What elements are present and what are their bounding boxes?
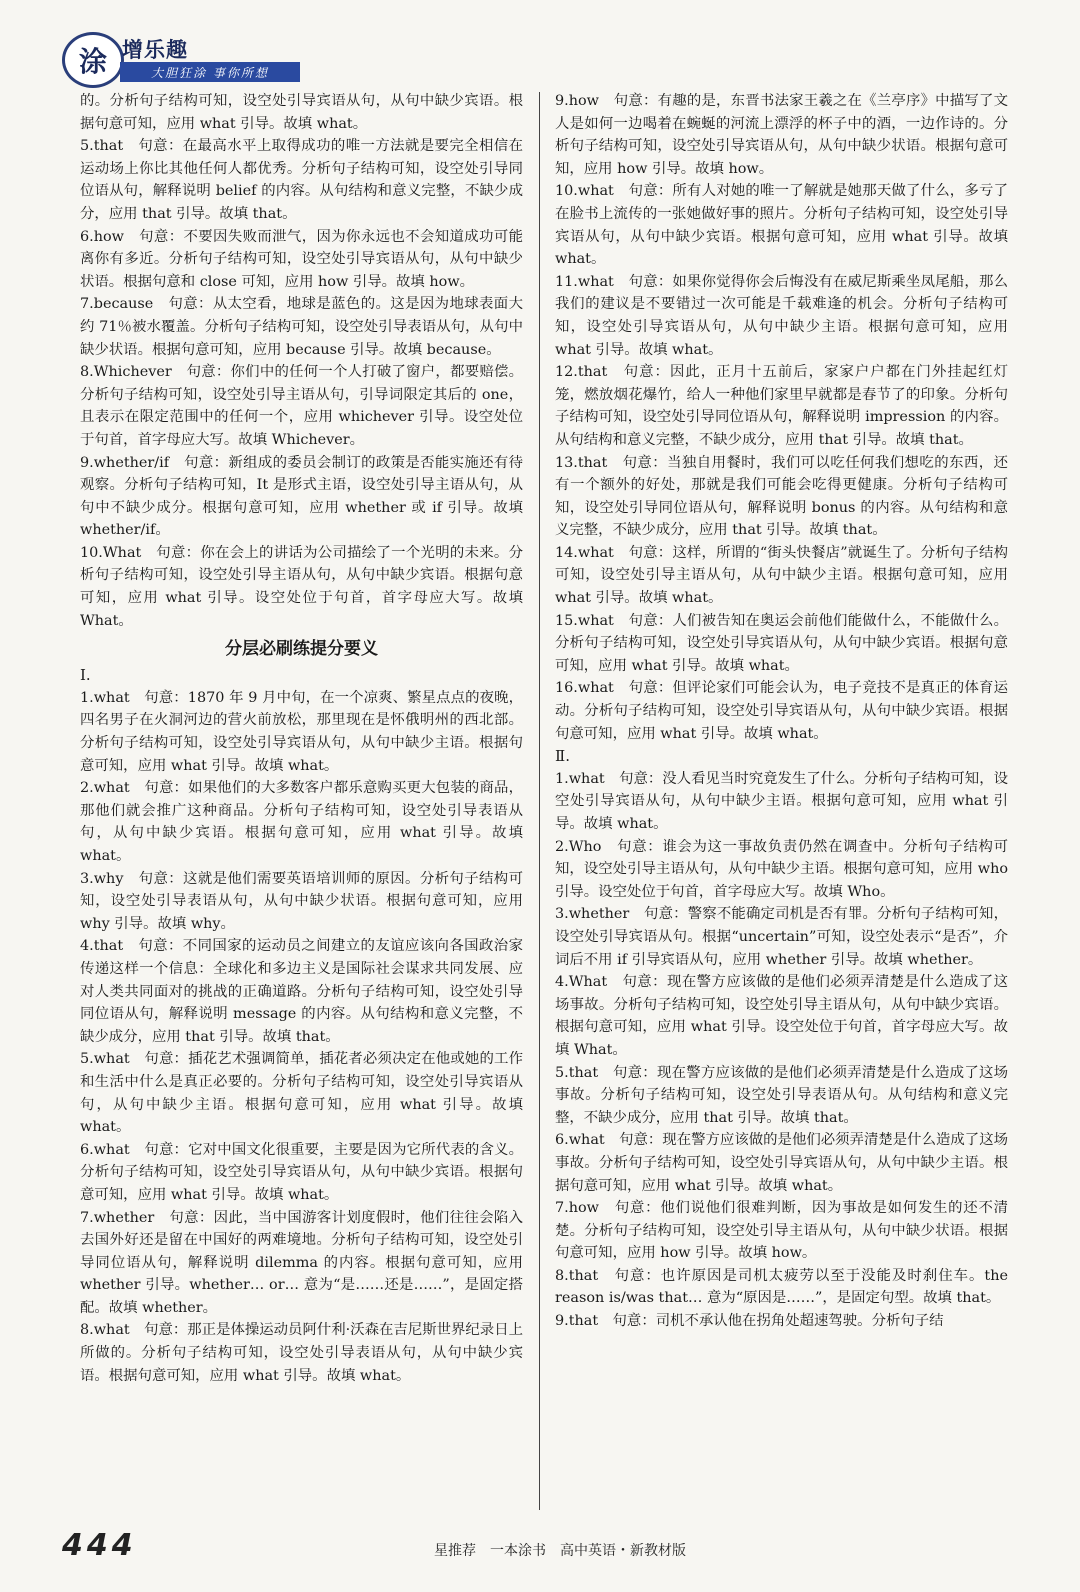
- right-entries-after: [555, 768, 1008, 1333]
- answer-entry: 1.what 句意：没人看见当时究竟发生了什么。分析句子结构可知，设空处引导宾语从句，从句中缺少主语。根据句意可知，应用 what 引导。故填 what。: [555, 770, 1008, 832]
- answer-entry: 8.that 句意：也许原因是司机太疲劳以至于没能及时刹住车。the reason is/was that… 意为“原因是……”，是固定句型。故填 that。: [555, 1267, 1008, 1307]
- answer-entry: 3.why 句意：这就是他们需要英语培训师的原因。分析句子结构可知，设空处引导表语从句，从句中缺少状语。根据句意可知，应用 why 引导。故填 why。: [80, 870, 523, 932]
- answer-entry: 8.what 句意：那正是体操运动员阿什利·沃森在吉尼斯世界纪录日上所做的。分析句子结构可知，设空处引导表语从句，从句中缺少宾语。根据句意可知，应用 what 引导。故填 what。: [80, 1322, 523, 1384]
- brand-name: 增乐趣: [122, 38, 188, 62]
- answer-entry: 7.how 句意：他们说他们很难判断，因为事故是如何发生的还不清楚。分析句子结构可知，设空处引导主语从句，从句中缺少状语。根据句意可知，应用 how 引导。故填 how。: [555, 1200, 1008, 1262]
- answer-entry: 10.What 句意：你在会上的讲话为公司描绘了一个光明的未来。分析句子结构可知，设空处引导主语从句，从句中缺少宾语。根据句意可知，应用 what 引导。设空处位于句首，首字母应大写。故填 What。: [80, 544, 523, 629]
- left-column: [80, 90, 523, 1387]
- answer-entry: 6.how 句意：不要因失败而泄气，因为你永远也不会知道成功可能离你有多近。分析句子结构可知，设空处引导宾语从句，从句中缺少状语。根据句意和 close 可知，应用 how 引导。故填 how。: [80, 228, 523, 290]
- left-entries-after: [80, 687, 523, 1387]
- answer-entry: 3.whether 句意：警察不能确定司机是否有罪。分析句子结构可知，设空处引导宾语从句。根据“uncertain”可知，设空处表示“是否”，介词后不用 if 引导宾语从句，应用 whether 引导。故填 whether。: [555, 906, 1008, 968]
- answer-entry: 5.that 句意：在最高水平上取得成功的唯一方法就是要完全相信在运动场上你比其他任何人都优秀。分析句子结构可知，设空处引导同位语从句，解释说明 belief 的内容。从句结构和意义完整，不缺少成分，应用 that 引导。故填 that。: [80, 138, 523, 222]
- answer-entry: 9.whether/if 句意：新组成的委员会制订的政策是否能实施还有待观察。分析句子结构可知，It 是形式主语，设空处引导主语从句，从句中不缺少成分。根据句意可知，应用 whether 或 if 引导。故填 whether/if。: [80, 454, 523, 539]
- answer-entry: 的。分析句子结构可知，设空处引导宾语从句，从句中缺少宾语。根据句意可知，应用 what 引导。故填 what。: [80, 93, 523, 132]
- answer-entry: 2.what 句意：如果他们的大多数客户都乐意购买更大包装的商品，那他们就会推广这种商品。分析句子结构可知，设空处引导表语从句，从句中缺少宾语。根据句意可知，应用 what 引导。故填 what。: [80, 780, 523, 864]
- answer-entry: 12.that 句意：因此，正月十五前后，家家户户都在门外挂起红灯笼，燃放烟花爆竹，给人一种他们家里早就都是春节了的印象。分析句子结构可知，设空处引导同位语从句，解释说明 impression 的内容。从句结构和意义完整，不缺少成分，应用 that 引导。故填 that。: [555, 364, 1008, 448]
- logo-icon: 涂: [62, 32, 124, 88]
- right-entries-before: [555, 90, 1008, 745]
- answer-entry: 9.that 句意：司机不承认他在拐角处超速驾驶。分析句子结: [555, 1313, 944, 1330]
- answer-entry: 4.that 句意：不同国家的运动员之间建立的友谊应该向各国政治家传递这样一个信息：全球化和多边主义是国际社会谋求共同发展、应对人类共同面对的挑战的正确道路。分析句子结构可知，设空处引导同位语从句，解释说明 message 的内容。从句结构和意义完整，不缺少成分，应用 that 引导。故填 that。: [80, 938, 523, 1045]
- header-logo: [62, 28, 302, 86]
- answer-entry: 6.what 句意：现在警方应该做的是他们必须弄清楚是什么造成了这场事故。分析句子结构可知，设空处引导宾语从句，从句中缺少主语。根据句意可知，应用 what 引导。故填 what。: [555, 1132, 1008, 1194]
- answer-entry: 11.what 句意：如果你觉得你会后悔没有在威尼斯乘坐凤尾船，那么我们的建议是不要错过一次可能是千载难逢的机会。分析句子结构可知，设空处引导宾语从句，从句中缺少主语。根据句意可知，应用 what 引导。故填 what。: [555, 273, 1008, 358]
- answer-entry: 5.that 句意：现在警方应该做的是他们必须弄清楚是什么造成了这场事故。分析句子结构可知，设空处引导表语从句。从句结构和意义完整，不缺少成分，应用 that 引导。故填 that。: [555, 1064, 1008, 1126]
- section-roman-2: Ⅱ.: [555, 747, 570, 766]
- right-column: [555, 90, 1008, 1333]
- answer-entry: 2.Who 句意：谁会为这一事故负责仍然在调查中。分析句子结构可知，设空处引导主语从句，从句中缺少主语。根据句意可知，应用 who 引导。设空处位于句首，首字母应大写。故填 Who。: [555, 838, 1008, 900]
- left-entries-before: [80, 90, 523, 632]
- answer-entry: 10.what 句意：所有人对她的唯一了解就是她那天做了什么，多亏了在脸书上流传的一张她做好事的照片。分析句子结构可知，设空处引导宾语从句，从句中缺少宾语。根据句意可知，应用 what 引导。故填 what。: [555, 183, 1008, 268]
- answer-entry: 13.that 句意：当独自用餐时，我们可以吃任何我们想吃的东西，还有一个额外的好处，那就是我们可能会吃得更健康。分析句子结构可知，设空处引导同位语从句，解释说明 bonus 的内容。从句结构和意义完整，不缺少成分，应用 that 引导。故填 that。: [555, 454, 1008, 539]
- answer-entry: 7.because 句意：从太空看，地球是蓝色的。这是因为地球表面大约 71％被水覆盖。分析句子结构可知，设空处引导表语从句，从句中缺少状语。根据句意可知，应用 because 引导。故填 because。: [80, 296, 523, 358]
- answer-entry: 8.Whichever 句意：你们中的任何一个人打破了窗户，都要赔偿。分析句子结构可知，设空处引导主语从句，引导词限定其后的 one，且表示在限定范围中的任何一个，应用 whichever 引导。设空处位于句首，首字母应大写。故填 Whichever。: [80, 364, 523, 448]
- answer-entry: 6.what 句意：它对中国文化很重要，主要是因为它所代表的含义。分析句子结构可知，设空处引导宾语从句，从句中缺少宾语。根据句意可知，应用 what 引导。故填 what。: [80, 1141, 523, 1203]
- answer-entry: 4.What 句意：现在警方应该做的是他们必须弄清楚是什么造成了这场事故。分析句子结构可知，设空处引导主语从句，从句中缺少宾语。根据句意可知，应用 what 引导。设空处位于句首，首字母应大写。故填 What。: [555, 974, 1008, 1058]
- answer-entry: 7.whether 句意：因此，当中国游客计划度假时，他们往往会陷入去国外好还是留在中国好的两难境地。分析句子结构可知，设空处引导同位语从句，解释说明 dilemma 的内容。根据句意可知，应用 whether 引导。whether… or… 意为“是……还是……”，是固定搭配。故填 whether。: [80, 1209, 523, 1316]
- publication-footer: 星推荐 一本涂书 高中英语・新教材版: [434, 1543, 686, 1559]
- column-divider: [539, 92, 540, 1510]
- answer-entry: 16.what 句意：但评论家们可能会认为，电子竞技不是真正的体育运动。分析句子结构可知，设空处引导宾语从句，从句中缺少宾语。根据句意可知，应用 what 引导。故填 what。: [555, 680, 1008, 742]
- answer-entry: 15.what 句意：人们被告知在奥运会前他们能做什么，不能做什么。分析句子结构可知，设空处引导宾语从句，从句中缺少宾语。根据句意可知，应用 what 引导。故填 what。: [555, 612, 1008, 674]
- section-roman-1: Ⅰ.: [80, 666, 91, 685]
- answer-entry: 5.what 句意：插花艺术强调简单，插花者必须决定在他或她的工作和生活中什么是真正必要的。分析句子结构可知，设空处引导宾语从句，从句中缺少主语。根据句意可知，应用 what 引导。故填 what。: [80, 1051, 523, 1136]
- section-title: 分层必刷练提分要义: [225, 639, 378, 660]
- answer-entry: 14.what 句意：这样，所谓的“街头快餐店”就诞生了。分析句子结构可知，设空处引导主语从句，从句中缺少主语。根据句意可知，应用 what 引导。故填 what。: [555, 544, 1008, 607]
- answer-entry: 9.how 句意：有趣的是，东晋书法家王羲之在《兰亭序》中描写了文人是如何一边喝着在蜿蜒的河流上漂浮的杯子中的酒，一边作诗的。分析句子结构可知，设空处引导宾语从句，从句中缺少状语。根据句意可知，应用 how 引导。故填 how。: [555, 93, 1008, 177]
- page-number: 444: [62, 1528, 137, 1563]
- brand-slogan: 大胆狂涂 事你所想: [120, 62, 300, 82]
- answer-entry: 1.what 句意：1870 年 9 月中旬，在一个凉爽、繁星点点的夜晚，四名男子在火洞河边的营火前放松，那里现在是怀俄明州的西北部。分析句子结构可知，设空处引导宾语从句，从句中缺少主语。根据句意可知，应用 what 引导。故填 what。: [80, 689, 523, 774]
